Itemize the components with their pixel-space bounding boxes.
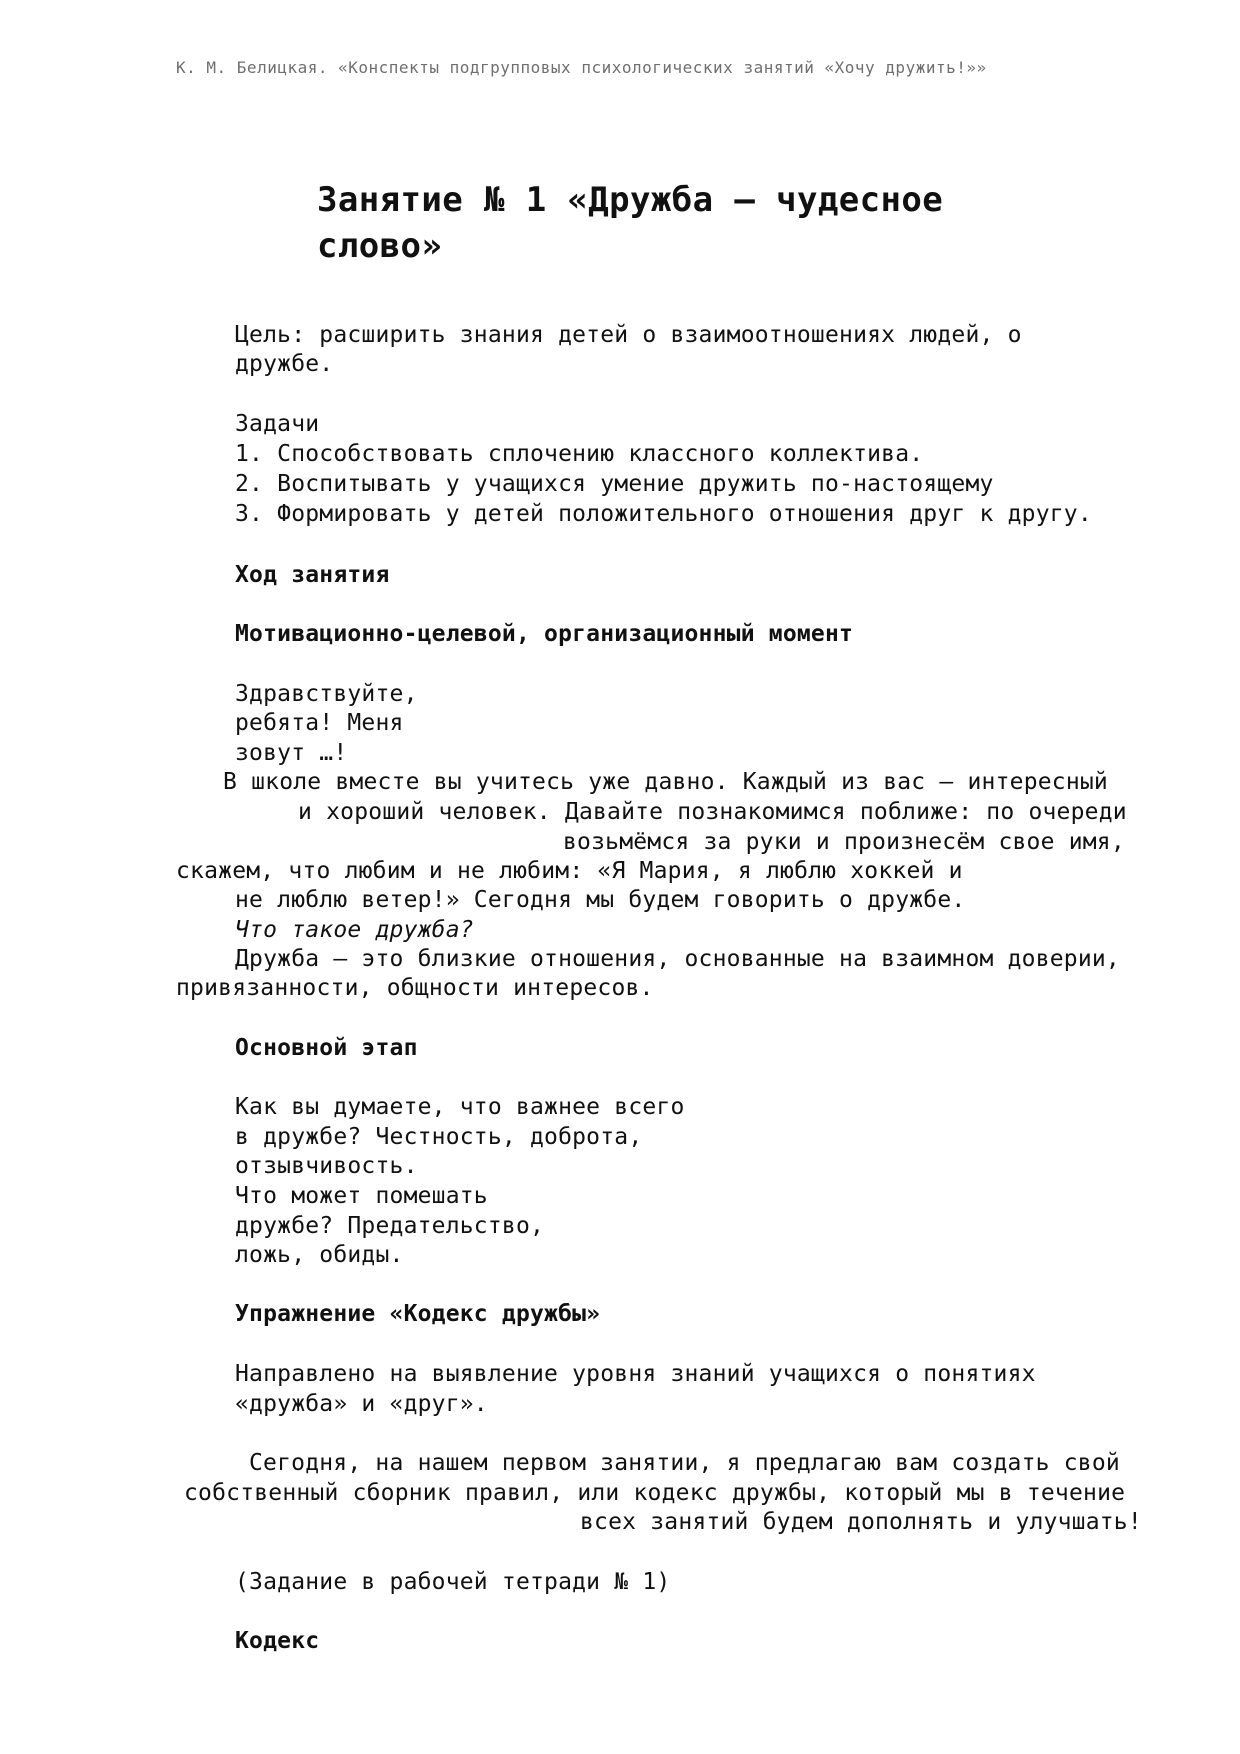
main-stage-line-1: Как вы думаете, что важнее всего	[235, 1094, 685, 1120]
exercise-heading: Упражнение «Кодекс дружбы»	[235, 1301, 601, 1327]
task-item-3: 3. Формировать у детей положительного отношения друг к другу.	[235, 501, 1092, 527]
definition-line-2: привязанности, общности интересов.	[176, 975, 654, 1001]
intro-line-3: возьмёмся за руки и произнесём свое имя,	[563, 829, 1125, 855]
main-stage-line-4: Что может помешать	[235, 1183, 488, 1209]
course-heading: Ход занятия	[235, 562, 390, 588]
main-stage-line-6: ложь, обиды.	[235, 1242, 404, 1268]
definition-line-1: Дружба – это близкие отношения, основанные на взаимном доверии,	[235, 946, 1120, 972]
goal-line-2: дружбе.	[235, 351, 334, 377]
motivation-heading: Мотивационно-целевой, организационный момент	[235, 621, 854, 647]
intro-line-5: не люблю ветер!» Сегодня мы будем говорить о дружбе.	[235, 887, 966, 913]
workbook-assignment: (Задание в рабочей тетради № 1)	[235, 1569, 671, 1595]
main-stage-line-5: дружбе? Предательство,	[235, 1213, 545, 1239]
greeting-line-1: Здравствуйте,	[235, 681, 418, 707]
goal-line-1: Цель: расширить знания детей о взаимоотношениях людей, о	[235, 322, 1022, 348]
task-item-2: 2. Воспитывать у учащихся умение дружить по-настоящему	[235, 471, 994, 497]
exercise-purpose-line-2: «дружба» и «друг».	[235, 1391, 488, 1417]
exercise-paragraph-line-1: Сегодня, на нашем первом занятии, я предлагаю вам создать свой	[249, 1450, 1120, 1476]
friendship-question: Что такое дружба?	[235, 917, 474, 943]
main-stage-line-2: в дружбе? Честность, доброта,	[235, 1124, 643, 1150]
greeting-line-2: ребята! Меня	[235, 710, 404, 736]
lesson-title-line-1: Занятие № 1 «Дружба – чудесное	[317, 180, 944, 220]
intro-line-1: В школе вместе вы учитесь уже давно. Каждый из вас – интересный	[223, 769, 1108, 795]
main-stage-line-3: отзывчивость.	[235, 1153, 418, 1179]
intro-line-2: и хороший человек. Давайте познакомимся поближе: по очереди	[298, 799, 1127, 825]
exercise-paragraph-line-3: всех занятий будем дополнять и улучшать!	[580, 1509, 1142, 1535]
intro-line-4: скажем, что любим и не любим: «Я Мария, я люблю хоккей и	[176, 858, 963, 884]
lesson-title-line-2: слово»	[317, 226, 443, 266]
task-item-1: 1. Способствовать сплочению классного коллектива.	[235, 441, 924, 467]
tasks-heading: Задачи	[235, 411, 320, 437]
greeting-line-3: зовут …!	[235, 740, 348, 766]
codex-heading: Кодекс	[235, 1628, 320, 1654]
exercise-paragraph-line-2: собственный сборник правил, или кодекс дружбы, который мы в течение	[184, 1480, 1126, 1506]
exercise-purpose-line-1: Направлено на выявление уровня знаний учащихся о понятиях	[235, 1361, 1036, 1387]
running-header: К. М. Белицкая. «Конспекты подгрупповых психологических занятий «Хочу дружить!»»	[176, 58, 987, 77]
main-stage-heading: Основной этап	[235, 1035, 418, 1061]
